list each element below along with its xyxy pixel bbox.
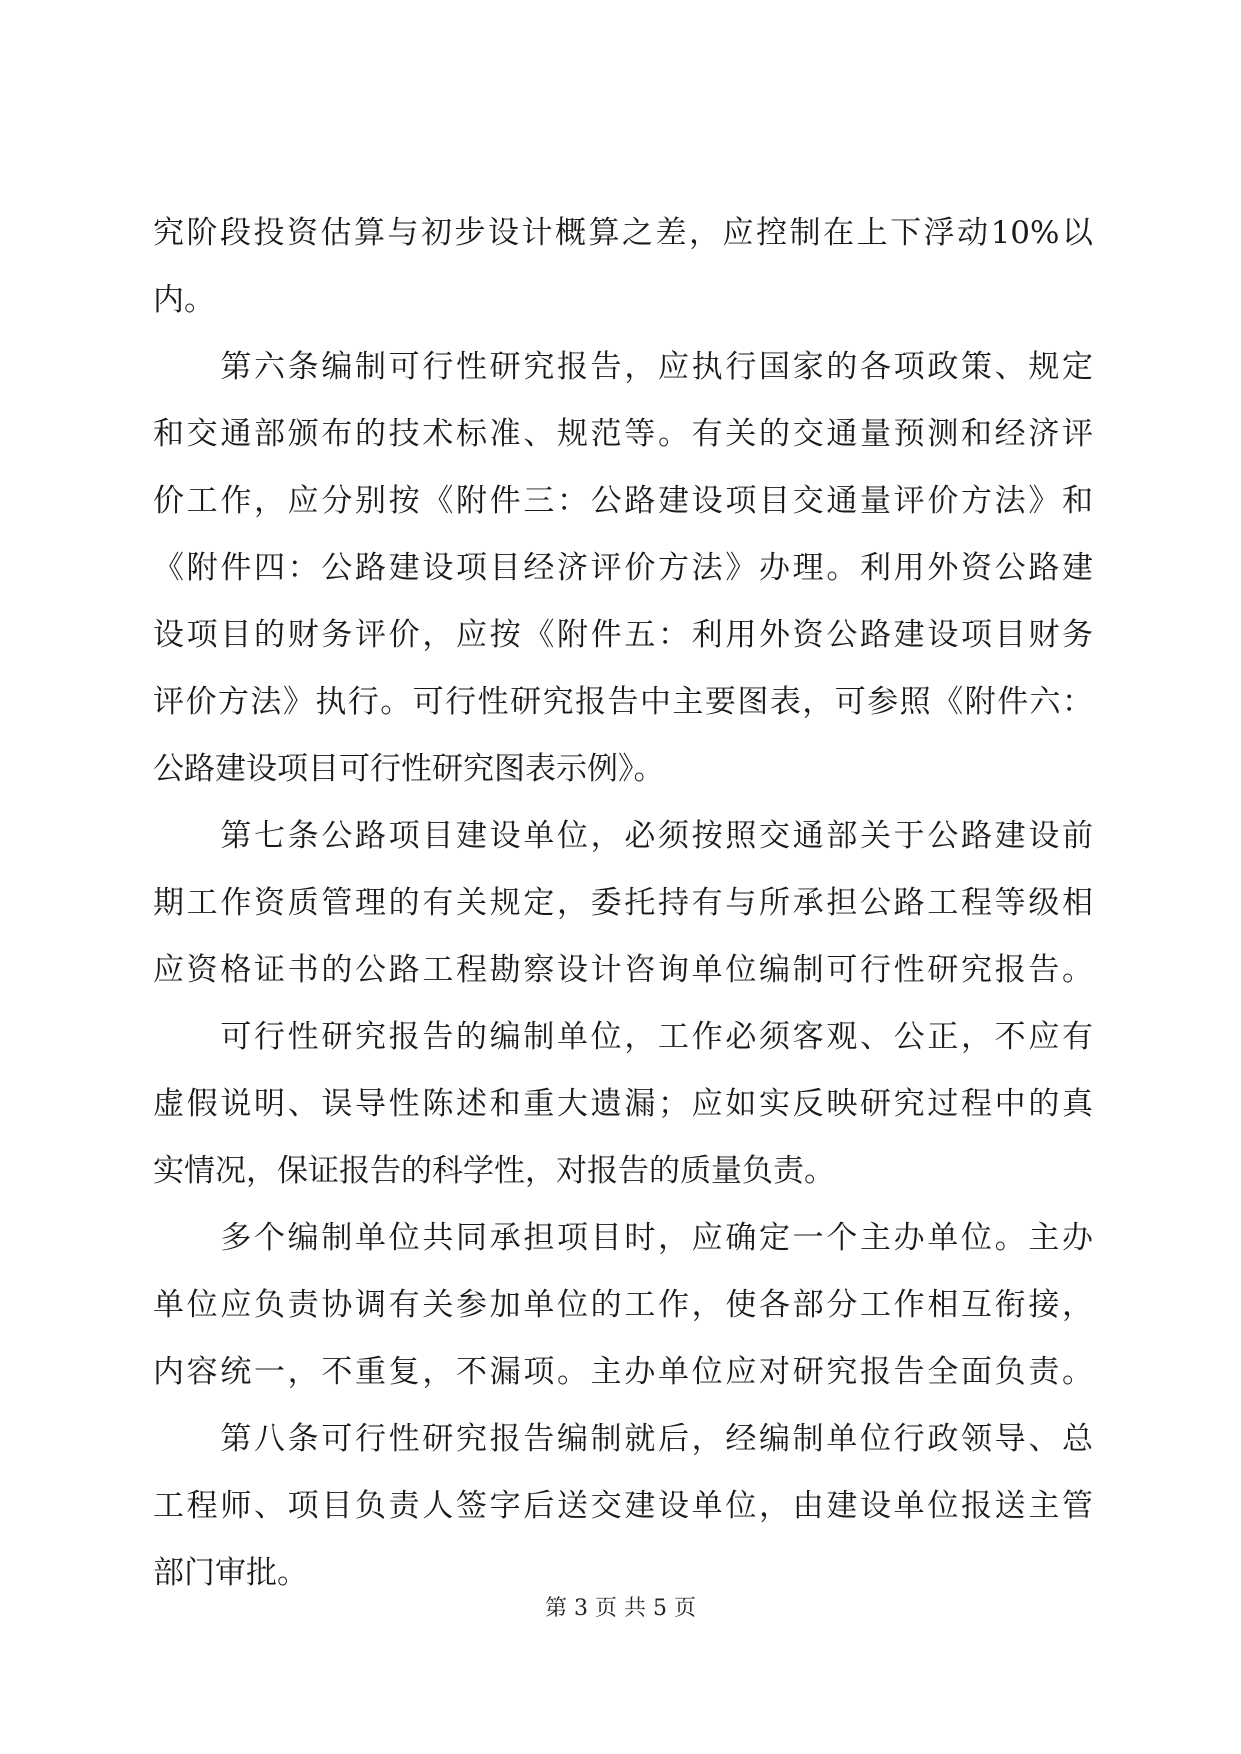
text-line: 第六条编制可行性研究报告，应执行国家的各项政策、规定 [153,349,1093,385]
text-line: 评价方法》执行。可行性研究报告中主要图表，可参照《附件六： [153,684,1093,720]
text-line: 虚假说明、误导性陈述和重大遗漏；应如实反映研究过程中的真 [153,1086,1093,1122]
text-line: 第七条公路项目建设单位，必须按照交通部关于公路建设前 [153,818,1093,854]
text-line: 究阶段投资估算与初步设计概算之差，应控制在上下浮动10%以 [153,215,1093,251]
text-line: 工程师、项目负责人签字后送交建设单位，由建设单位报送主管 [153,1488,1093,1524]
text-line: 和交通部颁布的技术标准、规范等。有关的交通量预测和经济评 [153,416,1093,452]
text-line: 应资格证书的公路工程勘察设计咨询单位编制可行性研究报告。 [153,952,1093,988]
text-line: 价工作，应分别按《附件三：公路建设项目交通量评价方法》和 [153,483,1093,519]
text-line: 期工作资质管理的有关规定，委托持有与所承担公路工程等级相 [153,885,1093,921]
text-line: 实情况，保证报告的科学性，对报告的质量负责。 [153,1153,835,1189]
text-line: 多个编制单位共同承担项目时，应确定一个主办单位。主办 [153,1220,1093,1256]
text-line: 第八条可行性研究报告编制就后，经编制单位行政领导、总 [153,1421,1093,1457]
page-number-footer: 第 3 页 共 5 页 [545,1596,696,1621]
text-line: 设项目的财务评价，应按《附件五：利用外资公路建设项目财务 [153,617,1093,653]
document-body [153,200,1093,1607]
text-line: 部门审批。 [153,1555,308,1591]
text-line: 内容统一，不重复，不漏项。主办单位应对研究报告全面负责。 [153,1354,1093,1390]
text-line: 单位应负责协调有关参加单位的工作，使各部分工作相互衔接， [153,1287,1093,1323]
text-line: 可行性研究报告的编制单位，工作必须客观、公正，不应有 [153,1019,1093,1055]
text-line: 内。 [153,282,215,318]
text-line: 公路建设项目可行性研究图表示例》。 [153,751,665,787]
text-line: 《附件四：公路建设项目经济评价方法》办理。利用外资公路建 [153,550,1093,586]
